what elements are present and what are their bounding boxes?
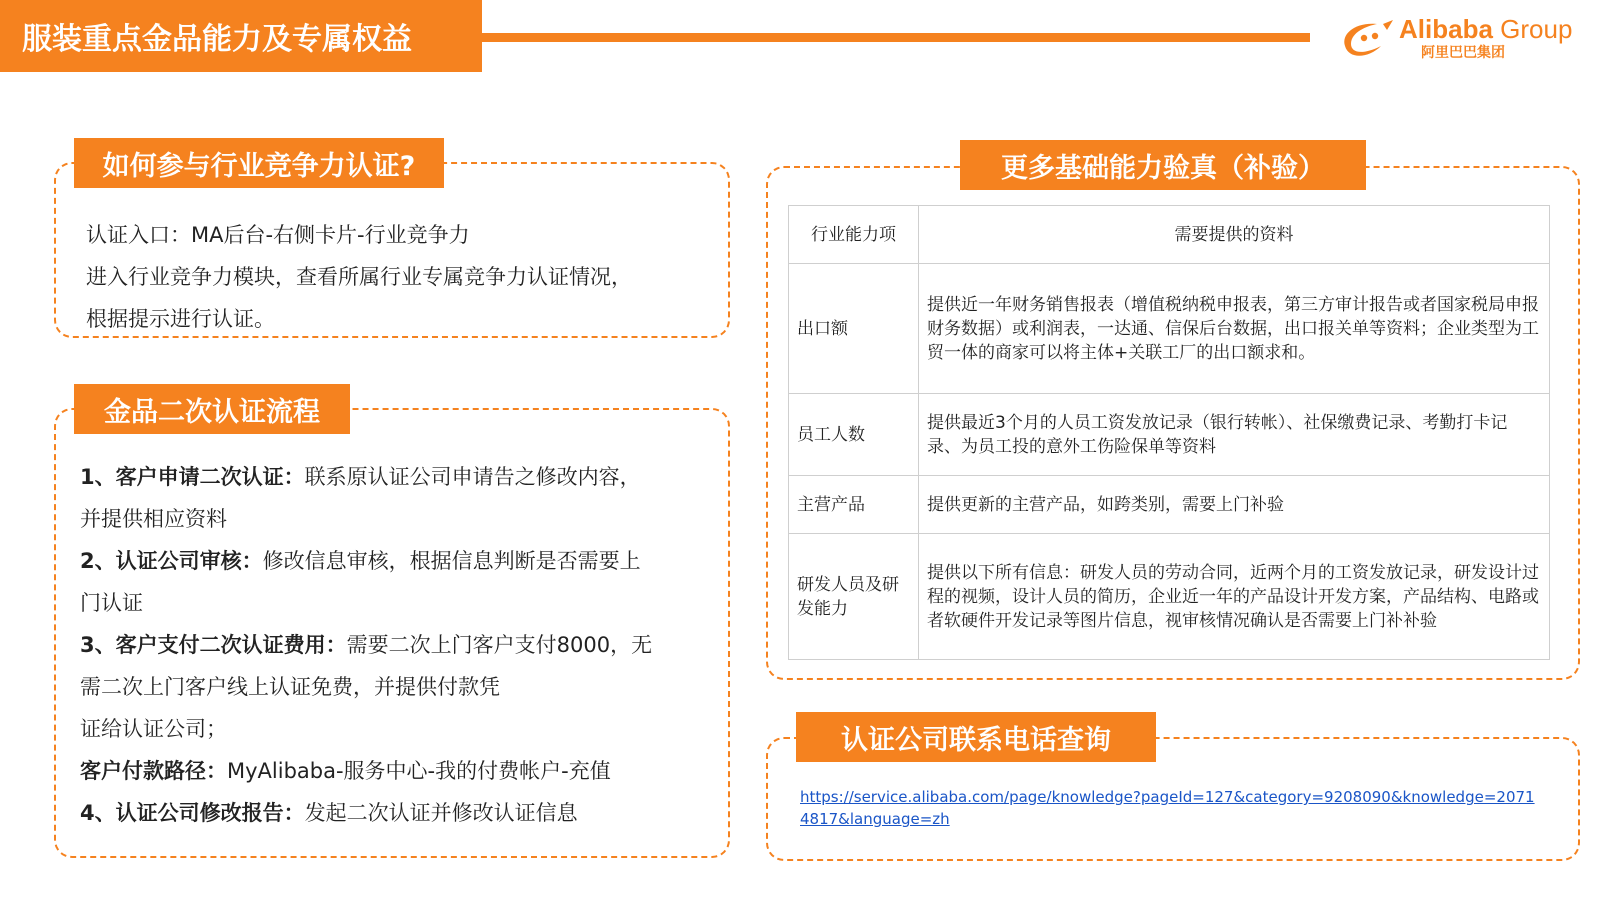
verify-heading: 更多基础能力验真（补验） xyxy=(960,140,1366,190)
table-header-item: 行业能力项 xyxy=(789,206,919,264)
participate-text xyxy=(86,214,726,340)
process-row: 2、认证公司审核：修改信息审核，根据信息判断是否需要上 xyxy=(80,549,641,573)
table-cell-item: 主营产品 xyxy=(789,476,919,534)
process-row: 1、客户申请二次认证：联系原认证公司申请告之修改内容， xyxy=(80,465,641,489)
alibaba-logo xyxy=(1337,14,1597,64)
table-cell-materials: 提供以下所有信息：研发人员的劳动合同，近两个月的工资发放记录，研发设计过程的视频，设计人员的简历，企业近一年的产品设计开发方案，产品结构、电路或者软硬件开发记录等图片信息，视审核情况确认是否需要上门补补验 xyxy=(919,534,1550,660)
table-row xyxy=(789,476,1550,534)
table-header-materials: 需要提供的资料 xyxy=(919,206,1550,264)
process-row: 3、客户支付二次认证费用：需要二次上门客户支付8000，无 xyxy=(80,633,653,657)
title-divider xyxy=(482,33,1310,42)
table-header-row xyxy=(789,206,1550,264)
process-row: 并提供相应资料 xyxy=(80,507,227,531)
requirements-table xyxy=(788,205,1550,660)
table-cell-item: 员工人数 xyxy=(789,394,919,476)
process-row: 门认证 xyxy=(80,591,143,615)
participate-line-1: 认证入口：MA后台-右侧卡片-行业竞争力 xyxy=(86,223,470,247)
participate-heading: 如何参与行业竞争力认证? xyxy=(74,138,444,188)
process-list xyxy=(80,456,730,834)
table-row xyxy=(789,394,1550,476)
table-cell-item: 研发人员及研发能力 xyxy=(789,534,919,660)
table-row xyxy=(789,264,1550,394)
table-row xyxy=(789,534,1550,660)
logo-subtitle: 阿里巴巴集团 xyxy=(1421,45,1505,61)
process-row: 需二次上门客户线上认证免费，并提供付款凭 xyxy=(80,675,500,699)
contact-link[interactable]: https://service.alibaba.com/page/knowledge?pageId=127&category=9208090&knowledge=20714817&language=zh xyxy=(800,788,1535,828)
process-row: 证给认证公司； xyxy=(80,717,227,741)
contact-heading: 认证公司联系电话查询 xyxy=(796,712,1156,762)
table-cell-item: 出口额 xyxy=(789,264,919,394)
process-row: 4、认证公司修改报告：发起二次认证并修改认证信息 xyxy=(80,801,578,825)
process-row: 客户付款路径：MyAlibaba-服务中心-我的付费帐户-充值 xyxy=(80,759,611,783)
process-heading: 金品二次认证流程 xyxy=(74,384,350,434)
logo-brand: Alibaba Group xyxy=(1399,14,1573,44)
table-cell-materials: 提供更新的主营产品，如跨类别，需要上门补验 xyxy=(919,476,1550,534)
page-title: 服装重点金品能力及专属权益 xyxy=(0,0,482,72)
alibaba-smile-icon xyxy=(1337,16,1399,62)
participate-line-3: 根据提示进行认证。 xyxy=(86,307,275,331)
table-cell-materials: 提供近一年财务销售报表（增值税纳税申报表，第三方审计报告或者国家税局申报财务数据）或利润表，一达通、信保后台数据，出口报关单等资料；企业类型为工贸一体的商家可以将主体+关联工厂的出口额求和。 xyxy=(919,264,1550,394)
participate-line-2: 进入行业竞争力模块，查看所属行业专属竞争力认证情况， xyxy=(86,265,632,289)
table-cell-materials: 提供最近3个月的人员工资发放记录（银行转帐）、社保缴费记录、考勤打卡记录、为员工投的意外工伤险保单等资料 xyxy=(919,394,1550,476)
